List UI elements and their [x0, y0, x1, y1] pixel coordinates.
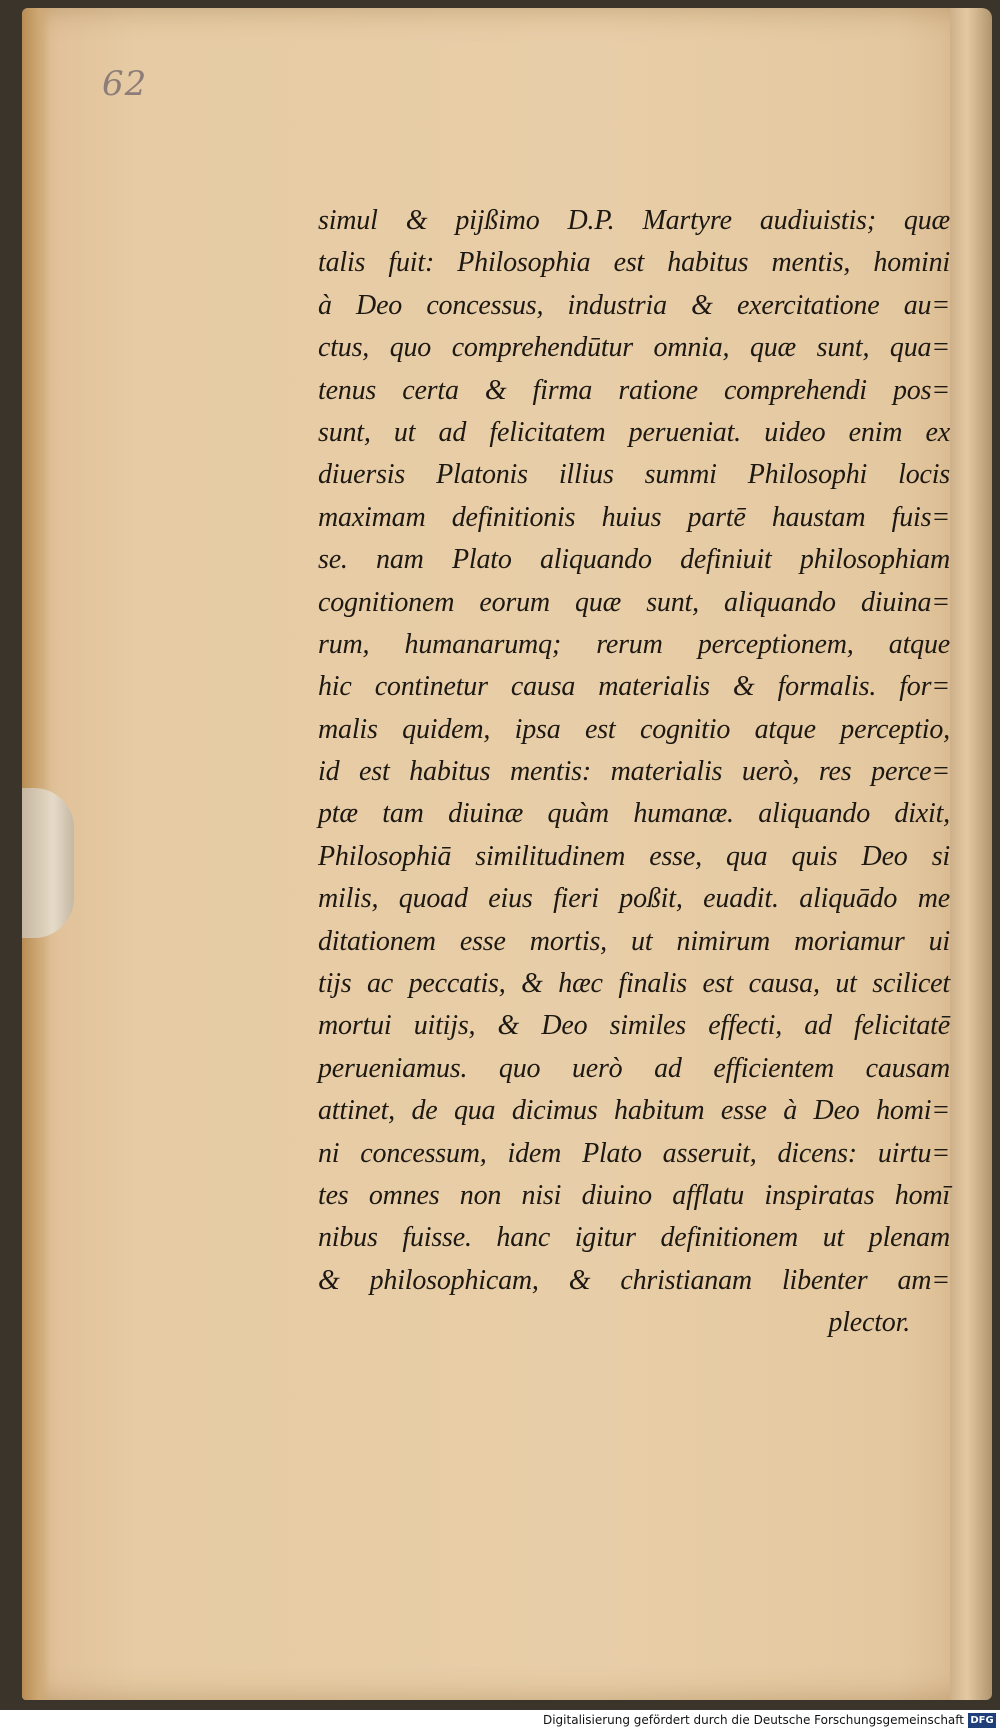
text-line: simul & pijßimo D.P. Martyre audiuistis; quæ [318, 205, 950, 236]
text-line: nibus fuisse. hanc igitur definitionem ut plenam [318, 1222, 950, 1254]
text-line: ditationem esse mortis, ut nimirum moriamur ui [318, 925, 950, 957]
text-line: hic continetur causa materialis & formalis. for= [318, 671, 950, 703]
text-line: id est habitus mentis: materialis uerò, res perce= [318, 756, 950, 788]
text-line: sunt, ut ad felicitatem perueniat. uideo enim ex [318, 416, 950, 448]
dfg-logo-icon: DFG [968, 1713, 996, 1728]
text-line: maximam definitionis huius partē haustam fuis= [318, 501, 950, 533]
text-line: cognitionem eorum quæ sunt, aliquando diuina= [318, 586, 950, 618]
text-line: tenus certa & firma ratione comprehendi pos= [318, 374, 950, 406]
body-text [318, 200, 950, 1345]
page-number: 62 [102, 64, 148, 104]
text-line: perueniamus. quo uerò ad efficientem causam [318, 1052, 950, 1084]
footer-bar [0, 1710, 1000, 1732]
text-line: mortui uitijs, & Deo similes effecti, ad felicitatē [318, 1010, 950, 1042]
text-line: & philosophicam, & christianam libenter am= [318, 1264, 950, 1296]
text-line: milis, quoad eius fieri poßit, euadit. aliquādo me [318, 883, 950, 915]
book-page [22, 8, 974, 1700]
page-edge-right [950, 8, 992, 1700]
text-line: à Deo concessus, industria & exercitatione au= [318, 289, 950, 321]
footer-credit: Digitalisierung gefördert durch die Deutsche Forschungsgemeinschaft [542, 1713, 964, 1727]
text-line: diuersis Platonis illius summi Philosophi locis [318, 459, 950, 491]
text-line: talis fuit: Philosophia est habitus mentis, homini [318, 247, 950, 279]
text-line: attinet, de qua dicimus habitum esse à Deo homi= [318, 1095, 950, 1127]
clamp-shadow [22, 788, 74, 938]
text-line: Philosophiā similitudinem esse, qua quis Deo si [318, 840, 950, 872]
text-line: rum, humanarumq; rerum perceptionem, atque [318, 628, 950, 660]
text-line-last: plector. [828, 1307, 910, 1339]
text-line: tijs ac peccatis, & hæc finalis est causa, ut scilicet [318, 968, 950, 1000]
text-line: ni concessum, idem Plato asseruit, dicens: uirtu= [318, 1137, 950, 1169]
text-line: tes omnes non nisi diuino afflatu inspiratas homī [318, 1179, 950, 1211]
text-line: ctus, quo comprehendūtur omnia, quæ sunt, qua= [318, 332, 950, 364]
text-line: ptæ tam diuinæ quàm humanæ. aliquando dixit, [318, 798, 950, 830]
text-line: se. nam Plato aliquando definiuit philosophiam [318, 544, 950, 576]
text-line: malis quidem, ipsa est cognitio atque perceptio, [318, 713, 950, 745]
